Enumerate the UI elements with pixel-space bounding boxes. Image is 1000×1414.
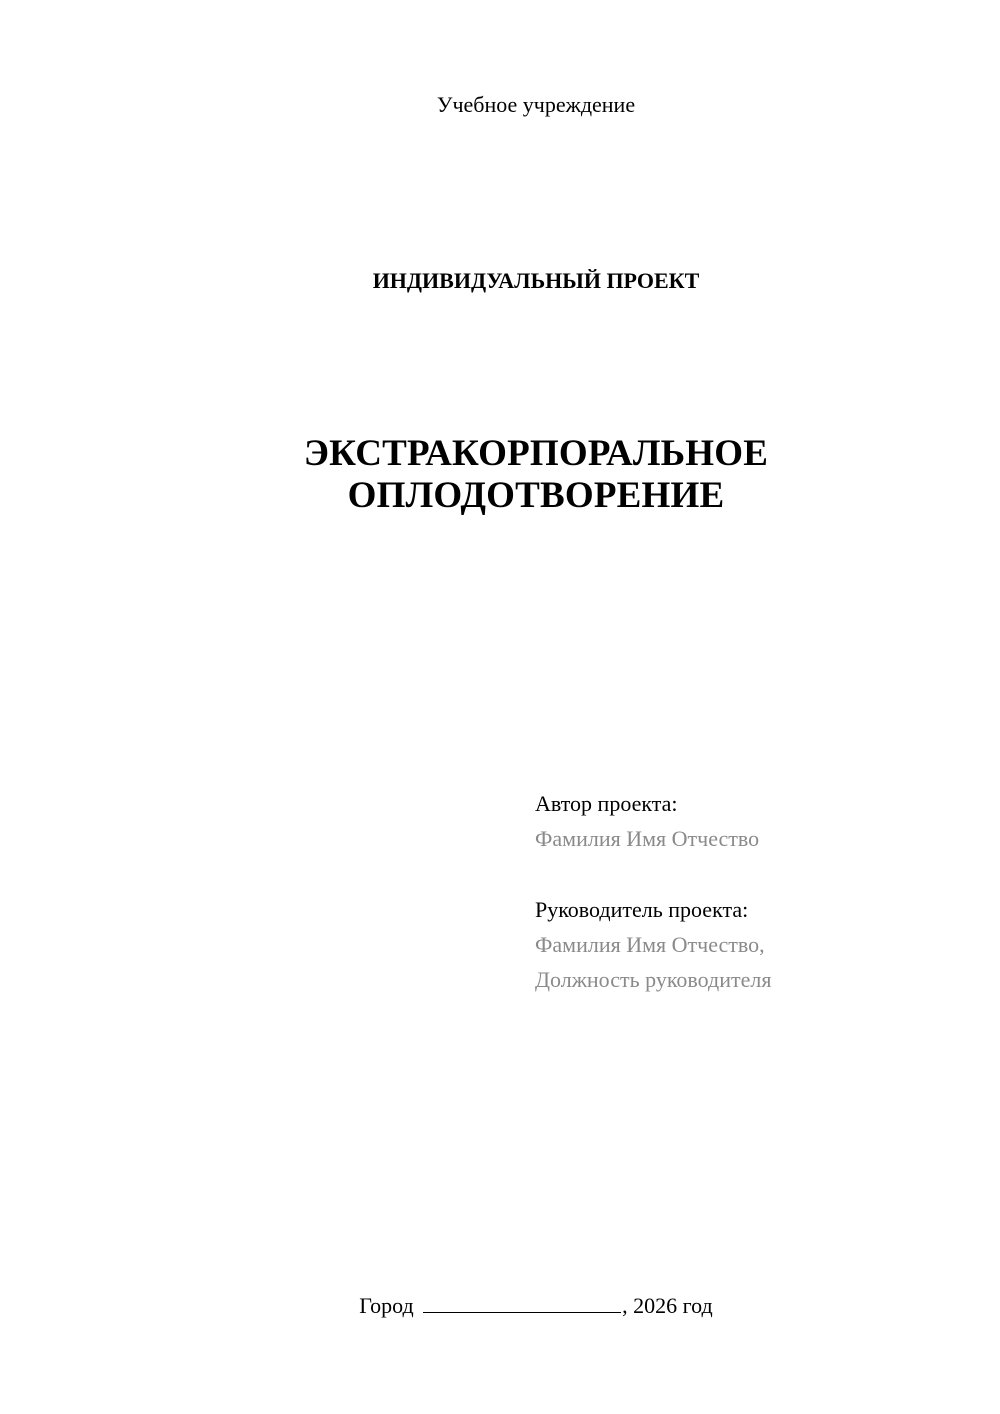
credits-block <box>535 786 975 997</box>
footer-city: Город <box>359 1293 414 1318</box>
footer-year: , 2026 год <box>622 1293 713 1318</box>
credits-spacer <box>535 856 975 892</box>
project-title <box>0 433 1000 517</box>
project-type-heading: ИНДИВИДУАЛЬНЫЙ ПРОЕКТ <box>372 268 700 293</box>
supervisor-name: Фамилия Имя Отчество, <box>535 932 765 957</box>
project-title-line-2: ОПЛОДОТВОРЕНИЕ <box>347 475 725 516</box>
author-label: Автор проекта: <box>535 791 678 816</box>
project-title-line-1: ЭКСТРАКОРПОРАЛЬНОЕ <box>303 433 769 474</box>
institution-name: Учебное учреждение <box>436 92 636 117</box>
city-blank-line <box>423 1290 621 1313</box>
footer-city-year <box>0 1290 1000 1321</box>
supervisor-position: Должность руководителя <box>535 967 772 992</box>
author-name: Фамилия Имя Отчество <box>535 826 760 851</box>
supervisor-label: Руководитель проекта: <box>535 897 749 922</box>
